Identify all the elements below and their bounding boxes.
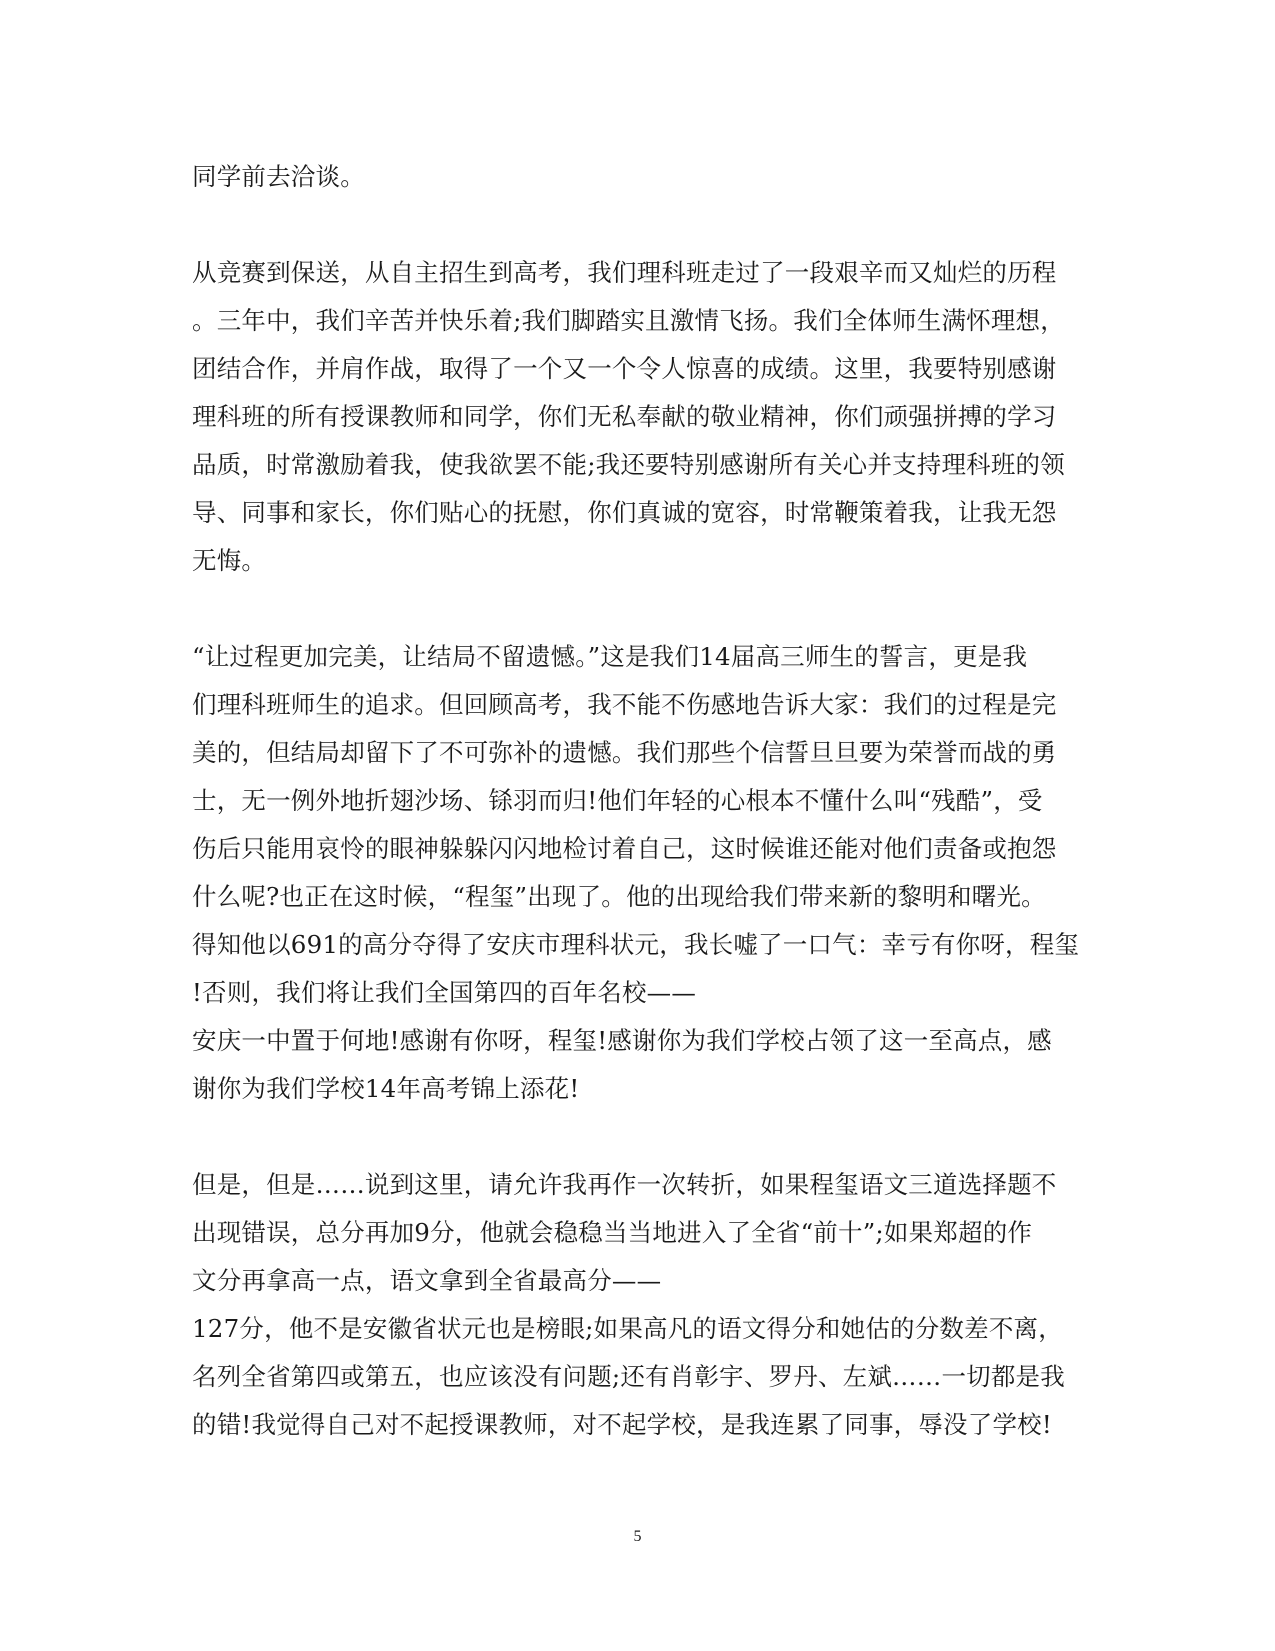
text-line: 同学前去洽谈。 (192, 162, 365, 191)
text-line: 团结合作，并肩作战，取得了一个又一个令人惊喜的成绩。这里，我要特别感谢 (192, 354, 1057, 383)
text-line: 文分再拿高一点，语文拿到全省最高分—— (192, 1266, 662, 1295)
text-line: 但是，但是……说到这里，请允许我再作一次转折，如果程玺语文三道选择题不 (192, 1170, 1057, 1199)
text-line: 安庆一中置于何地!感谢有你呀，程玺!感谢你为我们学校占领了这一至高点，感 (192, 1026, 1052, 1055)
text-line: 。三年中，我们辛苦并快乐着;我们脚踏实且激情飞扬。我们全体师生满怀理想， (192, 306, 1065, 335)
text-line: 导、同事和家长，你们贴心的抚慰，你们真诚的宽容，时常鞭策着我，让我无怨 (192, 498, 1057, 527)
text-line: 什么呢?也正在这时候，“程玺”出现了。他的出现给我们带来新的黎明和曙光。 (192, 882, 1046, 911)
text-line: 无悔。 (192, 546, 267, 575)
paragraph-1 (192, 153, 1092, 201)
page-number: 5 (633, 1528, 642, 1545)
paragraph-2 (192, 249, 1092, 585)
document-body (192, 153, 1092, 1449)
text-line: 品质，时常激励着我，使我欲罢不能;我还要特别感谢所有关心并支持理科班的领 (192, 450, 1065, 479)
text-line: 出现错误，总分再加9分，他就会稳稳当当地进入了全省“前十”;如果郑超的作 (192, 1218, 1033, 1247)
text-line: 理科班的所有授课教师和同学，你们无私奉献的敬业精神，你们顽强拼搏的学习 (192, 402, 1057, 431)
text-line: 士，无一例外地折翅沙场、铩羽而归!他们年轻的心根本不懂什么叫“残酷”，受 (192, 786, 1043, 815)
text-line: 从竞赛到保送，从自主招生到高考，我们理科班走过了一段艰辛而又灿烂的历程 (192, 258, 1057, 287)
text-line: 127分，他不是安徽省状元也是榜眼;如果高凡的语文得分和她估的分数差不离， (192, 1314, 1063, 1343)
paragraph-spacer (192, 585, 1092, 633)
text-line: 得知他以691的高分夺得了安庆市理科状元，我长嘘了一口气：幸亏有你呀，程玺 (192, 930, 1080, 959)
text-line: 们理科班师生的追求。但回顾高考，我不能不伤感地告诉大家：我们的过程是完 (192, 690, 1057, 719)
text-line: 名列全省第四或第五，也应该没有问题;还有肖彰宇、罗丹、左斌……一切都是我 (192, 1362, 1065, 1391)
text-line: 伤后只能用哀怜的眼神躲躲闪闪地检讨着自己，这时候谁还能对他们责备或抱怨 (192, 834, 1057, 863)
paragraph-spacer (192, 1113, 1092, 1161)
text-line: “让过程更加完美，让结局不留遗憾。”这是我们14届高三师生的誓言，更是我 (192, 642, 1028, 671)
paragraph-spacer (192, 201, 1092, 249)
text-line: 谢你为我们学校14年高考锦上添花! (192, 1074, 580, 1103)
paragraph-4 (192, 1161, 1092, 1449)
text-line: 美的，但结局却留下了不可弥补的遗憾。我们那些个信誓旦旦要为荣誉而战的勇 (192, 738, 1057, 767)
paragraph-3 (192, 633, 1092, 1113)
text-line: !否则，我们将让我们全国第四的百年名校—— (192, 978, 697, 1007)
text-line: 的错!我觉得自己对不起授课教师，对不起学校，是我连累了同事，辱没了学校! (192, 1410, 1052, 1439)
